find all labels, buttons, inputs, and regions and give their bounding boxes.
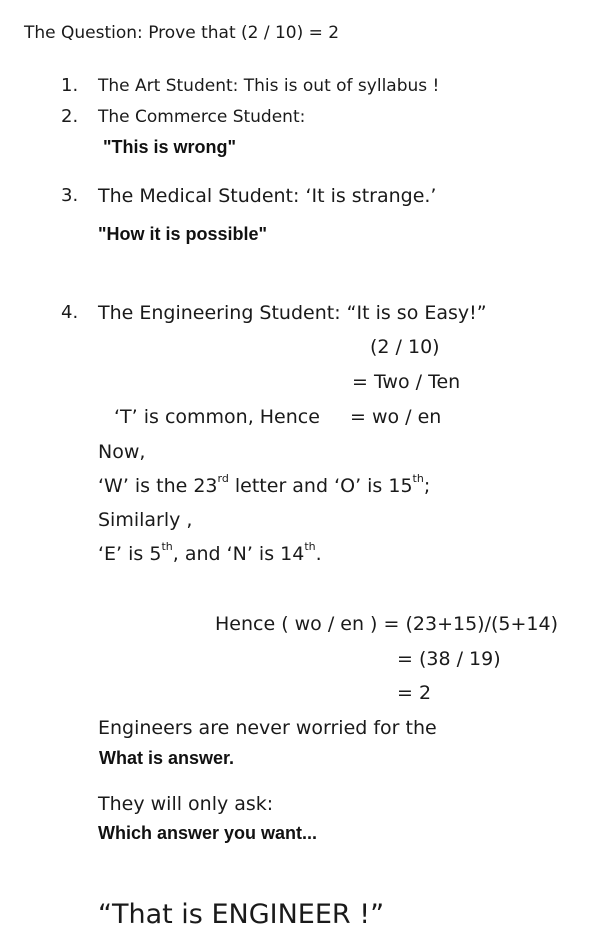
medical-student-line: The Medical Student: ‘It is strange.’ — [98, 185, 437, 207]
proof-now: Now, — [98, 441, 146, 463]
conclusion-line-1: Engineers are never worried for the — [98, 717, 437, 739]
proof-fraction: (2 / 10) — [370, 336, 440, 358]
question-line: The Question: Prove that (2 / 10) = 2 — [24, 23, 340, 43]
list-number-3: 3. — [61, 185, 79, 206]
conclusion-line-2: They will only ask: — [98, 793, 274, 815]
conclusion-bold-1: What is answer. — [99, 748, 235, 768]
engineering-student-line: The Engineering Student: “It is so Easy!” — [98, 302, 487, 324]
list-number-4: 4. — [61, 302, 79, 323]
conclusion-bold-2: Which answer you want... — [98, 823, 318, 843]
list-number-1: 1. — [61, 75, 79, 96]
proof-w-o-letters: ‘W’ is the 23rd letter and ‘O’ is 15th; — [98, 471, 431, 497]
commerce-student-line: The Commerce Student: — [98, 107, 306, 127]
proof-wo-en: = wo / en — [350, 406, 442, 428]
art-student-line: The Art Student: This is out of syllabus ! — [98, 76, 440, 96]
proof-similarly: Similarly , — [98, 509, 193, 531]
commerce-student-quote: "This is wrong" — [103, 137, 237, 157]
proof-two-ten: = Two / Ten — [352, 371, 461, 393]
proof-step-result: = 2 — [397, 682, 432, 704]
medical-student-quote: "How it is possible" — [98, 224, 268, 244]
proof-hence-equation: Hence ( wo / en ) = (23+15)/(5+14) — [215, 613, 558, 635]
list-number-2: 2. — [61, 106, 79, 127]
final-punchline: “That is ENGINEER !” — [98, 899, 385, 930]
proof-e-n-letters: ‘E’ is 5th, and ‘N’ is 14th. — [98, 539, 322, 565]
proof-step-38-19: = (38 / 19) — [397, 648, 501, 670]
proof-t-common-label: ‘T’ is common, Hence — [114, 406, 320, 428]
